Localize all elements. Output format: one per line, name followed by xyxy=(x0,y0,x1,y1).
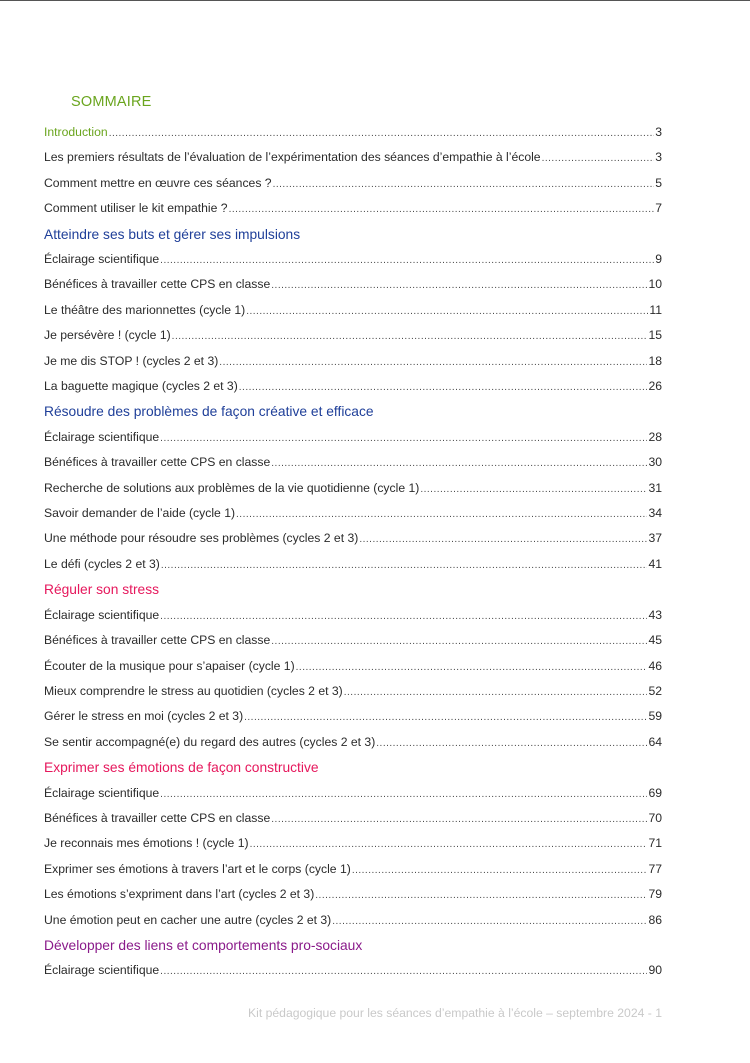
toc-page-number: 30 xyxy=(648,455,662,470)
toc-page-number: 11 xyxy=(649,302,662,317)
page-footer: Kit pédagogique pour les séances d’empathie à l’école – septembre 2024 - 1 xyxy=(248,1006,662,1020)
toc-entry[interactable] xyxy=(44,857,662,882)
toc-entry-label: Le défi (cycles 2 et 3) xyxy=(44,556,160,571)
toc-dot-leader xyxy=(271,451,647,476)
toc-page-number: 28 xyxy=(648,429,662,444)
toc-page-number: 31 xyxy=(648,480,662,495)
toc-dot-leader xyxy=(160,426,647,451)
toc-entry[interactable] xyxy=(44,628,662,653)
toc-page-number: 79 xyxy=(648,887,662,902)
toc-dot-leader xyxy=(273,172,655,197)
toc-entry[interactable] xyxy=(44,501,662,526)
toc-page-number: 59 xyxy=(648,709,662,724)
toc-dot-leader xyxy=(271,629,647,654)
toc-entry[interactable] xyxy=(44,654,662,679)
toc-dot-leader xyxy=(250,832,648,857)
toc-entry-label: Comment mettre en œuvre ces séances ? xyxy=(44,175,272,190)
toc-page-number: 41 xyxy=(648,556,662,571)
toc-dot-leader xyxy=(244,705,647,730)
toc-entry[interactable] xyxy=(44,298,662,323)
toc-page-number: 64 xyxy=(648,734,662,749)
toc-dot-leader xyxy=(229,197,655,222)
toc-entry-label: Bénéfices à travailler cette CPS en classe xyxy=(44,277,271,292)
toc-entry[interactable] xyxy=(44,145,662,170)
toc-entry[interactable] xyxy=(44,120,662,145)
toc-entry-label: Je persévère ! (cycle 1) xyxy=(44,328,171,343)
toc-entry-label: Les premiers résultats de l’évaluation de l’expérimentation des séances d’empathie à l’école xyxy=(44,150,541,165)
toc-entry[interactable] xyxy=(44,882,662,907)
toc-entry-label: Recherche de solutions aux problèmes de la vie quotidienne (cycle 1) xyxy=(44,480,420,495)
toc-page-number: 34 xyxy=(648,506,662,521)
toc-entry[interactable] xyxy=(44,349,662,374)
toc-entry[interactable] xyxy=(44,425,662,450)
toc-section-heading[interactable]: Développer des liens et comportements pro-sociaux xyxy=(44,937,363,953)
toc-page-number: 52 xyxy=(648,683,662,698)
toc-page-number: 3 xyxy=(655,125,662,139)
toc-entry-label: Je me dis STOP ! (cycles 2 et 3) xyxy=(44,353,219,368)
toc-entry-label: Mieux comprendre le stress au quotidien (cycles 2 et 3) xyxy=(44,683,343,698)
toc-page-number: 70 xyxy=(648,810,662,825)
toc-entry-label: Les émotions s’expriment dans l’art (cycles 2 et 3) xyxy=(44,887,315,902)
toc-entry-label: Exprimer ses émotions à travers l’art et le corps (cycle 1) xyxy=(44,861,351,876)
toc-dot-leader xyxy=(376,731,647,756)
toc-entry-label: Gérer le stress en moi (cycles 2 et 3) xyxy=(44,709,244,724)
toc-entry-label: Introduction xyxy=(44,125,108,139)
toc-entry[interactable] xyxy=(44,374,662,399)
toc-dot-leader xyxy=(219,350,647,375)
toc-dot-leader xyxy=(359,527,647,552)
toc-entry-label: Je reconnais mes émotions ! (cycle 1) xyxy=(44,836,249,851)
toc-page-number: 15 xyxy=(648,328,662,343)
toc-dot-leader xyxy=(315,883,647,908)
toc-page-number: 71 xyxy=(648,836,662,851)
toc-entry-label: Bénéfices à travailler cette CPS en classe xyxy=(44,455,271,470)
top-rule xyxy=(0,0,750,1)
toc-dot-leader xyxy=(296,655,648,680)
toc-dot-leader xyxy=(160,959,647,984)
toc-page-number: 45 xyxy=(648,633,662,648)
toc-entry-label: Éclairage scientifique xyxy=(44,785,160,800)
toc-dot-leader xyxy=(160,248,654,273)
toc-page-number: 46 xyxy=(648,658,662,673)
toc-entry[interactable] xyxy=(44,552,662,577)
toc-dot-leader xyxy=(172,324,648,349)
toc-entry[interactable] xyxy=(44,730,662,755)
toc-entry-label: Bénéfices à travailler cette CPS en classe xyxy=(44,633,271,648)
toc-entry-label: Éclairage scientifique xyxy=(44,429,160,444)
toc-entry-label: Éclairage scientifique xyxy=(44,963,160,978)
toc-dot-leader xyxy=(352,858,648,883)
toc-dot-leader xyxy=(332,909,647,934)
toc-entry-label: Bénéfices à travailler cette CPS en classe xyxy=(44,810,271,825)
toc-dot-leader xyxy=(109,121,655,146)
toc-page-number: 18 xyxy=(648,353,662,368)
toc-page-number: 43 xyxy=(648,607,662,622)
toc-entry-label: Comment utiliser le kit empathie ? xyxy=(44,201,228,216)
toc-entry-label: Une méthode pour résoudre ses problèmes (cycles 2 et 3) xyxy=(44,531,359,546)
toc-entry[interactable] xyxy=(44,781,662,806)
toc-dot-leader xyxy=(420,477,647,502)
toc-section-heading[interactable]: Exprimer ses émotions de façon constructive xyxy=(44,760,319,776)
toc-page-number: 7 xyxy=(655,201,662,216)
toc-entry-label: Se sentir accompagné(e) du regard des autres (cycles 2 et 3) xyxy=(44,734,376,749)
toc-entry-label: Le théâtre des marionnettes (cycle 1) xyxy=(44,302,246,317)
toc-entry[interactable] xyxy=(44,679,662,704)
toc-entry-label: Une émotion peut en cacher une autre (cycles 2 et 3) xyxy=(44,912,332,927)
toc-entry[interactable] xyxy=(44,806,662,831)
toc-entry[interactable] xyxy=(44,831,662,856)
toc-page-number: 69 xyxy=(648,785,662,800)
toc-page-number: 37 xyxy=(648,531,662,546)
toc-page-number: 86 xyxy=(648,912,662,927)
toc-entry[interactable] xyxy=(44,603,662,628)
toc-dot-leader xyxy=(271,273,647,298)
toc-section-heading[interactable]: Atteindre ses buts et gérer ses impulsions xyxy=(44,226,301,242)
toc-entry[interactable] xyxy=(44,958,662,983)
toc-entry-label: Éclairage scientifique xyxy=(44,252,160,267)
toc-dot-leader xyxy=(542,146,655,171)
toc-entry[interactable] xyxy=(44,450,662,475)
toc-dot-leader xyxy=(160,604,647,629)
toc-section-heading[interactable]: Résoudre des problèmes de façon créative et efficace xyxy=(44,404,374,420)
toc-entry[interactable] xyxy=(44,272,662,297)
toc-entry[interactable] xyxy=(44,323,662,348)
toc-section-heading[interactable]: Réguler son stress xyxy=(44,582,160,598)
toc-dot-leader xyxy=(160,782,647,807)
toc-page-number: 77 xyxy=(648,861,662,876)
toc-page-number: 3 xyxy=(655,150,662,165)
page-title: SOMMAIRE xyxy=(71,94,152,110)
toc-entry-label: La baguette magique (cycles 2 et 3) xyxy=(44,379,238,394)
toc-dot-leader xyxy=(161,553,648,578)
toc-entry[interactable] xyxy=(44,247,662,272)
table-of-contents xyxy=(44,120,662,984)
toc-dot-leader xyxy=(236,502,647,527)
toc-entry[interactable] xyxy=(44,196,662,221)
toc-entry[interactable] xyxy=(44,476,662,501)
toc-dot-leader xyxy=(239,375,648,400)
toc-page-number: 90 xyxy=(648,963,662,978)
toc-entry[interactable] xyxy=(44,908,662,933)
toc-dot-leader xyxy=(271,807,647,832)
toc-page-number: 9 xyxy=(655,252,662,267)
toc-entry[interactable] xyxy=(44,704,662,729)
toc-page-number: 10 xyxy=(648,277,662,292)
toc-entry-label: Savoir demander de l’aide (cycle 1) xyxy=(44,506,236,521)
toc-dot-leader xyxy=(344,680,648,705)
toc-entry-label: Écouter de la musique pour s’apaiser (cycle 1) xyxy=(44,658,295,673)
toc-entry[interactable] xyxy=(44,171,662,196)
toc-entry[interactable] xyxy=(44,526,662,551)
toc-dot-leader xyxy=(246,299,648,324)
toc-entry-label: Éclairage scientifique xyxy=(44,607,160,622)
toc-page-number: 5 xyxy=(655,175,662,190)
toc-page-number: 26 xyxy=(648,379,662,394)
